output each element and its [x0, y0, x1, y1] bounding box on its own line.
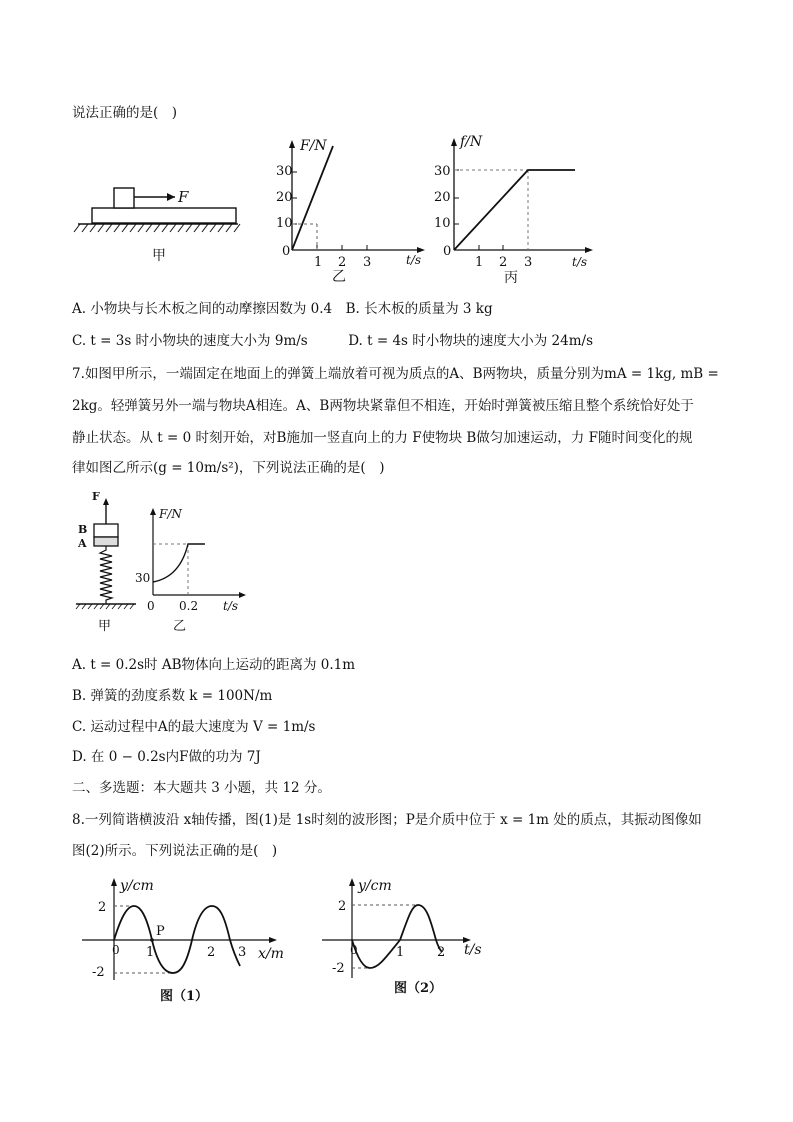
section-heading: 二、多选题：本大题共 3 小题，共 12 分。	[72, 780, 331, 796]
q8-point-p	[150, 938, 154, 942]
q7-block-B	[94, 524, 118, 537]
caption-yi: 乙	[332, 269, 346, 285]
caption-bing: 丙	[504, 270, 518, 286]
q7-stem-line-4: 律如图乙所示(g = 10m/s²)，下列说法正确的是( )	[72, 460, 385, 476]
q7-option-b: B. 弹簧的劲度系数 k = 100N/m	[72, 688, 273, 704]
q7-option-d: D. 在 0 − 0.2s内F做的功为 7J	[72, 749, 261, 765]
q8-fig2-xtick-0: 0	[350, 943, 358, 957]
bing-ytick-10: 10	[434, 216, 451, 231]
q8-fig1-xtick-3: 3	[238, 945, 247, 960]
bing-friction-line	[454, 170, 575, 250]
bing-ytick-30: 30	[434, 164, 451, 179]
q7-yi-xtick-0: 0	[147, 599, 155, 613]
q8-fig1-ytick-m2: -2	[92, 965, 105, 980]
q8-fig2-ytick-2: 2	[338, 899, 347, 914]
q8-figure-2	[320, 868, 500, 1003]
q6-figure-yi	[270, 130, 430, 285]
q7-yi-y0: 30	[135, 571, 151, 585]
force-arrow-icon	[167, 193, 175, 201]
yi-xtick-1: 1	[314, 255, 323, 270]
yi-ytick-30: 30	[276, 164, 293, 179]
yi-xtick-2: 2	[338, 255, 347, 270]
q7-blockB-label: B	[78, 523, 88, 536]
q8-fig2-ylabel: y/cm	[358, 878, 392, 894]
q8-fig2-xtick-2: 2	[437, 945, 446, 960]
q8-point-label: P	[156, 924, 165, 939]
q8-fig1-xlabel: x/m	[258, 946, 284, 962]
bing-xtick-1: 1	[475, 255, 484, 270]
yi-xlabel: t/s	[406, 253, 422, 267]
q8-fig1-xtick-2: 2	[207, 945, 216, 960]
q7-yi-xtick-02: 0.2	[179, 599, 199, 613]
q8-fig1-ylabel: y/cm	[120, 878, 154, 894]
yi-force-line	[292, 146, 333, 250]
q7-blockA-label: A	[78, 537, 87, 550]
small-block	[114, 188, 134, 208]
q8-fig2-xtick-1: 1	[396, 945, 405, 960]
yi-ylabel: F/N	[300, 138, 327, 154]
q7-yi-ylabel: F/N	[159, 507, 182, 521]
q7-option-a: A. t = 0.2s时 AB物体向上运动的距离为 0.1m	[72, 657, 356, 673]
long-board	[92, 208, 236, 223]
q8-fig1-xtick-0: 0	[112, 943, 120, 957]
q7-caption-jia: 甲	[98, 619, 112, 634]
q7-yi-xlabel: t/s	[223, 599, 239, 613]
bing-xtick-3: 3	[524, 255, 533, 270]
bing-ylabel: f/N	[460, 134, 483, 150]
q8-fig1-caption: 图（1）	[160, 989, 209, 1004]
bing-xlabel: t/s	[572, 255, 588, 269]
bing-xtick-2: 2	[499, 255, 508, 270]
q8-fig2-caption: 图（2）	[394, 981, 443, 996]
q7-stem-line-1: 7.如图甲所示，一端固定在地面上的弹簧上端放着可视为质点的A、B两物块，质量分别为mA = 1kg, mB =	[72, 366, 719, 382]
q7-figure-yi	[135, 502, 250, 637]
q6-option-ab: A. 小物块与长木板之间的动摩擦因数为 0.4 B. 长木板的质量为 3 kg	[72, 301, 493, 317]
yi-ytick-10: 10	[276, 216, 293, 231]
q6-figure-jia	[70, 180, 250, 270]
caption-jia: 甲	[152, 248, 166, 264]
yi-ytick-0: 0	[282, 244, 291, 259]
yi-xtick-3: 3	[363, 255, 372, 270]
q7-spring	[100, 546, 112, 604]
q8-fig2-xlabel: t/s	[464, 942, 482, 958]
q7-force-curve	[153, 544, 205, 582]
q6-figure-bing	[430, 130, 600, 285]
force-label: F	[178, 188, 189, 206]
q8-stem-line-2: 图(2)所示。下列说法正确的是( )	[72, 843, 278, 859]
q7-option-c: C. 运动过程中A的最大速度为 V = 1m/s	[72, 719, 316, 735]
q8-figure-1	[78, 872, 298, 1007]
q7-stem-line-3: 静止状态。从 t = 0 时刻开始，对B施加一竖直向上的力 F使物块 B做匀加速运动，力 F随时间变化的规	[72, 430, 693, 446]
q8-fig1-ytick-2: 2	[98, 900, 107, 915]
q6-stem-tail: 说法正确的是( )	[72, 105, 178, 121]
q7-stem-line-2: 2kg。轻弹簧另外一端与物块A相连。A、B两物块紧靠但不相连，开始时弹簧被压缩且整个系统恰好处于	[72, 398, 694, 414]
q8-fig1-xtick-1: 1	[146, 945, 155, 960]
q7-caption-yi: 乙	[173, 619, 187, 634]
q8-stem-line-1: 8.一列简谐横波沿 x轴传播，图(1)是 1s时刻的波形图；P是介质中位于 x = 1m 处的质点，其振动图像如	[72, 812, 702, 828]
yi-ytick-20: 20	[276, 190, 293, 205]
bing-ytick-20: 20	[434, 190, 451, 205]
q8-fig2-ytick-m2: -2	[332, 961, 345, 976]
q7-force-arrow-icon	[103, 498, 109, 505]
q7-block-A	[94, 537, 118, 546]
q7-force-label: F	[92, 490, 100, 503]
q7-figure-jia	[72, 488, 152, 638]
q6-option-cd: C. t = 3s 时小物块的速度大小为 9m/s D. t = 4s 时小物块的速度大小为 24m/s	[72, 333, 594, 349]
bing-ytick-0: 0	[443, 244, 452, 259]
